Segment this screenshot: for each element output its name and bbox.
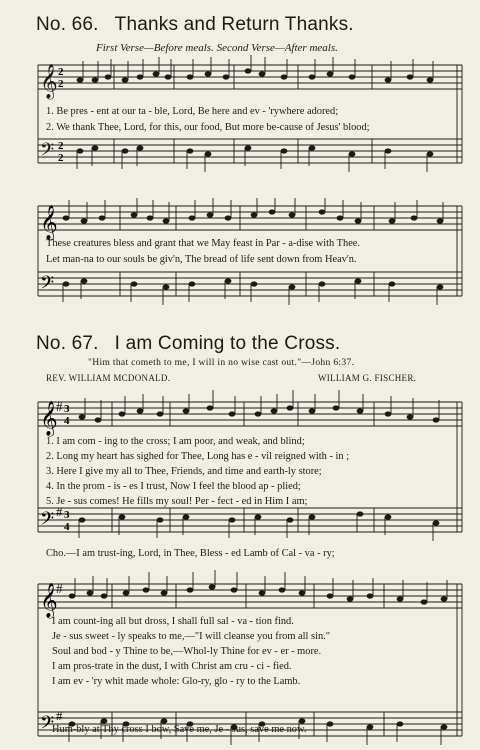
hymn-67-composer: WILLIAM G. FISCHER. (318, 373, 417, 383)
svg-text:#: # (56, 581, 63, 596)
svg-text:𝄢: 𝄢 (40, 139, 55, 164)
hymn-66-subtitle: First Verse—Before meals. Second Verse—After meals. (96, 42, 338, 54)
svg-text:𝄞: 𝄞 (40, 402, 58, 435)
hymn-66-lyric-1-2: 2. We thank Thee, Lord, for this, our food, But more be-cause of Jesus' blood; (46, 122, 370, 133)
hymn-67-verse-4-line-2: I am pros-trate in the dust, I with Christ am cru - ci - fied. (52, 661, 292, 672)
svg-text:𝄞: 𝄞 (40, 206, 58, 239)
hymn-67-verse-5: 5. Je - sus comes! He fills my soul! Per - fect - ed in Him I am; (46, 496, 308, 507)
svg-text:𝄢: 𝄢 (40, 508, 55, 533)
svg-text:𝄢: 𝄢 (40, 712, 55, 737)
svg-text:4: 4 (64, 415, 70, 427)
hymn-66-number: No. 66. (36, 14, 99, 35)
hymn-67-verse-5-line-2: I am ev - 'ry whit made whole: Glo-ry, glo - ry to the Lamb. (52, 676, 301, 687)
hymn-67-verse-3-line-2: Soul and bod - y Thine to be,—Whol-ly Thine for ev - er - more. (52, 646, 322, 657)
svg-text:#: # (56, 708, 63, 723)
hymn-67-chorus: Cho.—I am trust-ing, Lord, in Thee, Bless - ed Lamb of Cal - va - ry; (46, 548, 335, 559)
svg-text:3: 3 (64, 509, 70, 521)
hymn-67-author: REV. WILLIAM MCDONALD. (46, 373, 171, 383)
svg-text:#: # (56, 504, 63, 519)
hymn-67-epigraph: "Him that cometh to me, I will in no wise cast out."—John 6:37. (88, 357, 355, 368)
hymn-66-lyric-1-1: 1. Be pres - ent at our ta - ble, Lord, Be here and ev - 'rywhere adored; (46, 106, 339, 117)
svg-text:2: 2 (58, 78, 64, 90)
svg-text:2: 2 (58, 66, 64, 78)
hymn-67-verse-1: 1. I am com - ing to the cross; I am poor, and weak, and blind; (46, 436, 305, 447)
svg-text:2: 2 (58, 140, 64, 152)
hymn-66-lyric-2-1: These creatures bless and grant that we May feast in Par - a-dise with Thee. (46, 238, 361, 249)
hymn-67-verse-1-line-2: I am count-ing all but dross, I shall full sal - va - tion find. (52, 616, 294, 627)
hymn-67-number: No. 67. (36, 333, 99, 354)
svg-text:#: # (56, 399, 63, 414)
hymn-66-lyric-2-2: Let man-na to our souls be giv'n, The bread of life sent down from Heav'n. (46, 254, 357, 265)
hymn-67-title (36, 333, 340, 355)
svg-text:2: 2 (58, 152, 64, 164)
svg-text:𝄢: 𝄢 (40, 272, 55, 297)
hymn-67-verse-4: 4. In the prom - is - es I trust, Now I feel the blood ap - plied; (46, 481, 301, 492)
svg-text:𝄞: 𝄞 (40, 65, 58, 98)
hymn-67-verse-2-line-2: Je - sus sweet - ly speaks to me,—"I will cleanse you from all sin." (52, 631, 331, 642)
hymn-67-staff-system-1 (0, 388, 480, 568)
svg-text:4: 4 (64, 521, 70, 533)
hymn-67-staff-system-2 (0, 568, 480, 748)
svg-text:3: 3 (64, 403, 70, 415)
hymn-67-chorus-line-2: Hum-bly at Thy cross I bow, Save me, Je - sus, save me now. (52, 724, 307, 735)
svg-text:𝄞: 𝄞 (40, 584, 58, 617)
hymn-67-verse-2: 2. Long my heart has sighed for Thee, Long has e - vil reigned with - in ; (46, 451, 350, 462)
hymn-66-name: Thanks and Return Thanks. (114, 14, 354, 35)
hymn-67-name: I am Coming to the Cross. (114, 333, 341, 354)
hymn-67-verse-3: 3. Here I give my all to Thee, Friends, and time and earth-ly store; (46, 466, 322, 477)
hymn-66-title (36, 14, 354, 36)
